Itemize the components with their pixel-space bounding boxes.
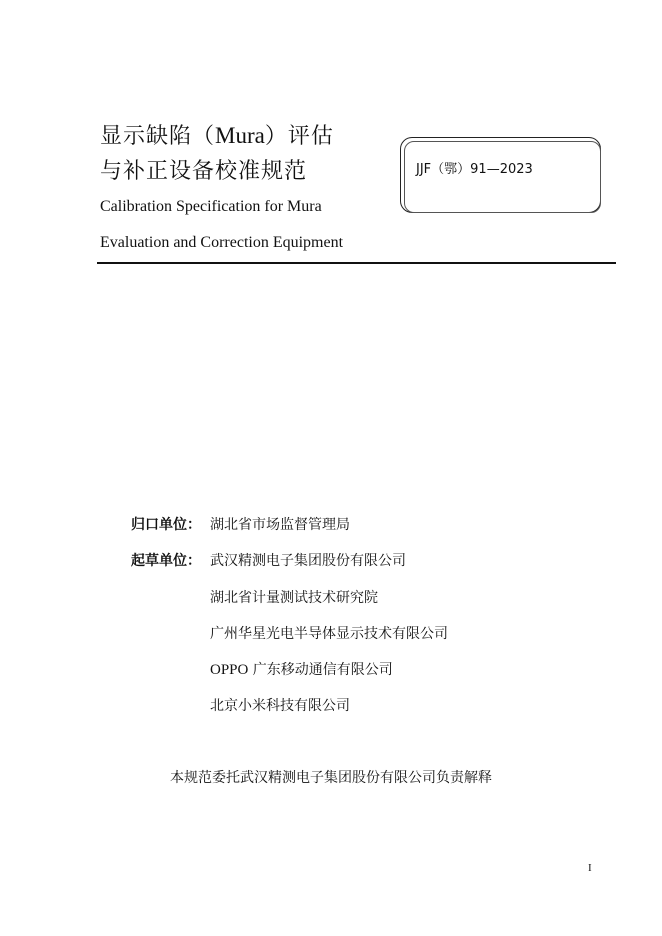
title-chinese-line-2: 与补正设备校准规范 bbox=[100, 159, 308, 184]
title-mura-term: Mura bbox=[215, 123, 265, 148]
drafting-unit-4 bbox=[210, 659, 393, 679]
drafting-unit-2: 湖北省计量测试技术研究院 bbox=[210, 590, 378, 606]
drafting-unit-4-rest: 广东移动通信有限公司 bbox=[248, 662, 393, 678]
drafting-unit-5: 北京小米科技有限公司 bbox=[210, 698, 350, 714]
title-english-line-2: Evaluation and Correction Equipment bbox=[100, 234, 344, 251]
drafting-unit-4-latin: OPPO bbox=[210, 662, 249, 678]
title-divider bbox=[97, 262, 616, 264]
title-english-line-1: Calibration Specification for Mura bbox=[100, 198, 322, 215]
title-cn-part: 显示缺陷（ bbox=[100, 124, 216, 149]
responsible-unit-value: 湖北省市场监督管理局 bbox=[210, 517, 350, 533]
drafting-unit-label: 起草单位： bbox=[131, 553, 201, 569]
specification-code: JJF（鄂）91—2023 bbox=[416, 162, 533, 177]
title-chinese-line-1 bbox=[100, 122, 334, 151]
drafting-unit-3: 广州华星光电半导体显示技术有限公司 bbox=[210, 626, 448, 642]
code-box-inner bbox=[404, 141, 601, 213]
drafting-unit-1: 武汉精测电子集团股份有限公司 bbox=[210, 553, 406, 569]
page-number: I bbox=[588, 862, 592, 874]
interpretation-note: 本规范委托武汉精测电子集团股份有限公司负责解释 bbox=[170, 770, 492, 786]
responsible-unit-label: 归口单位： bbox=[131, 517, 201, 533]
title-cn-part: ）评估 bbox=[264, 124, 334, 149]
